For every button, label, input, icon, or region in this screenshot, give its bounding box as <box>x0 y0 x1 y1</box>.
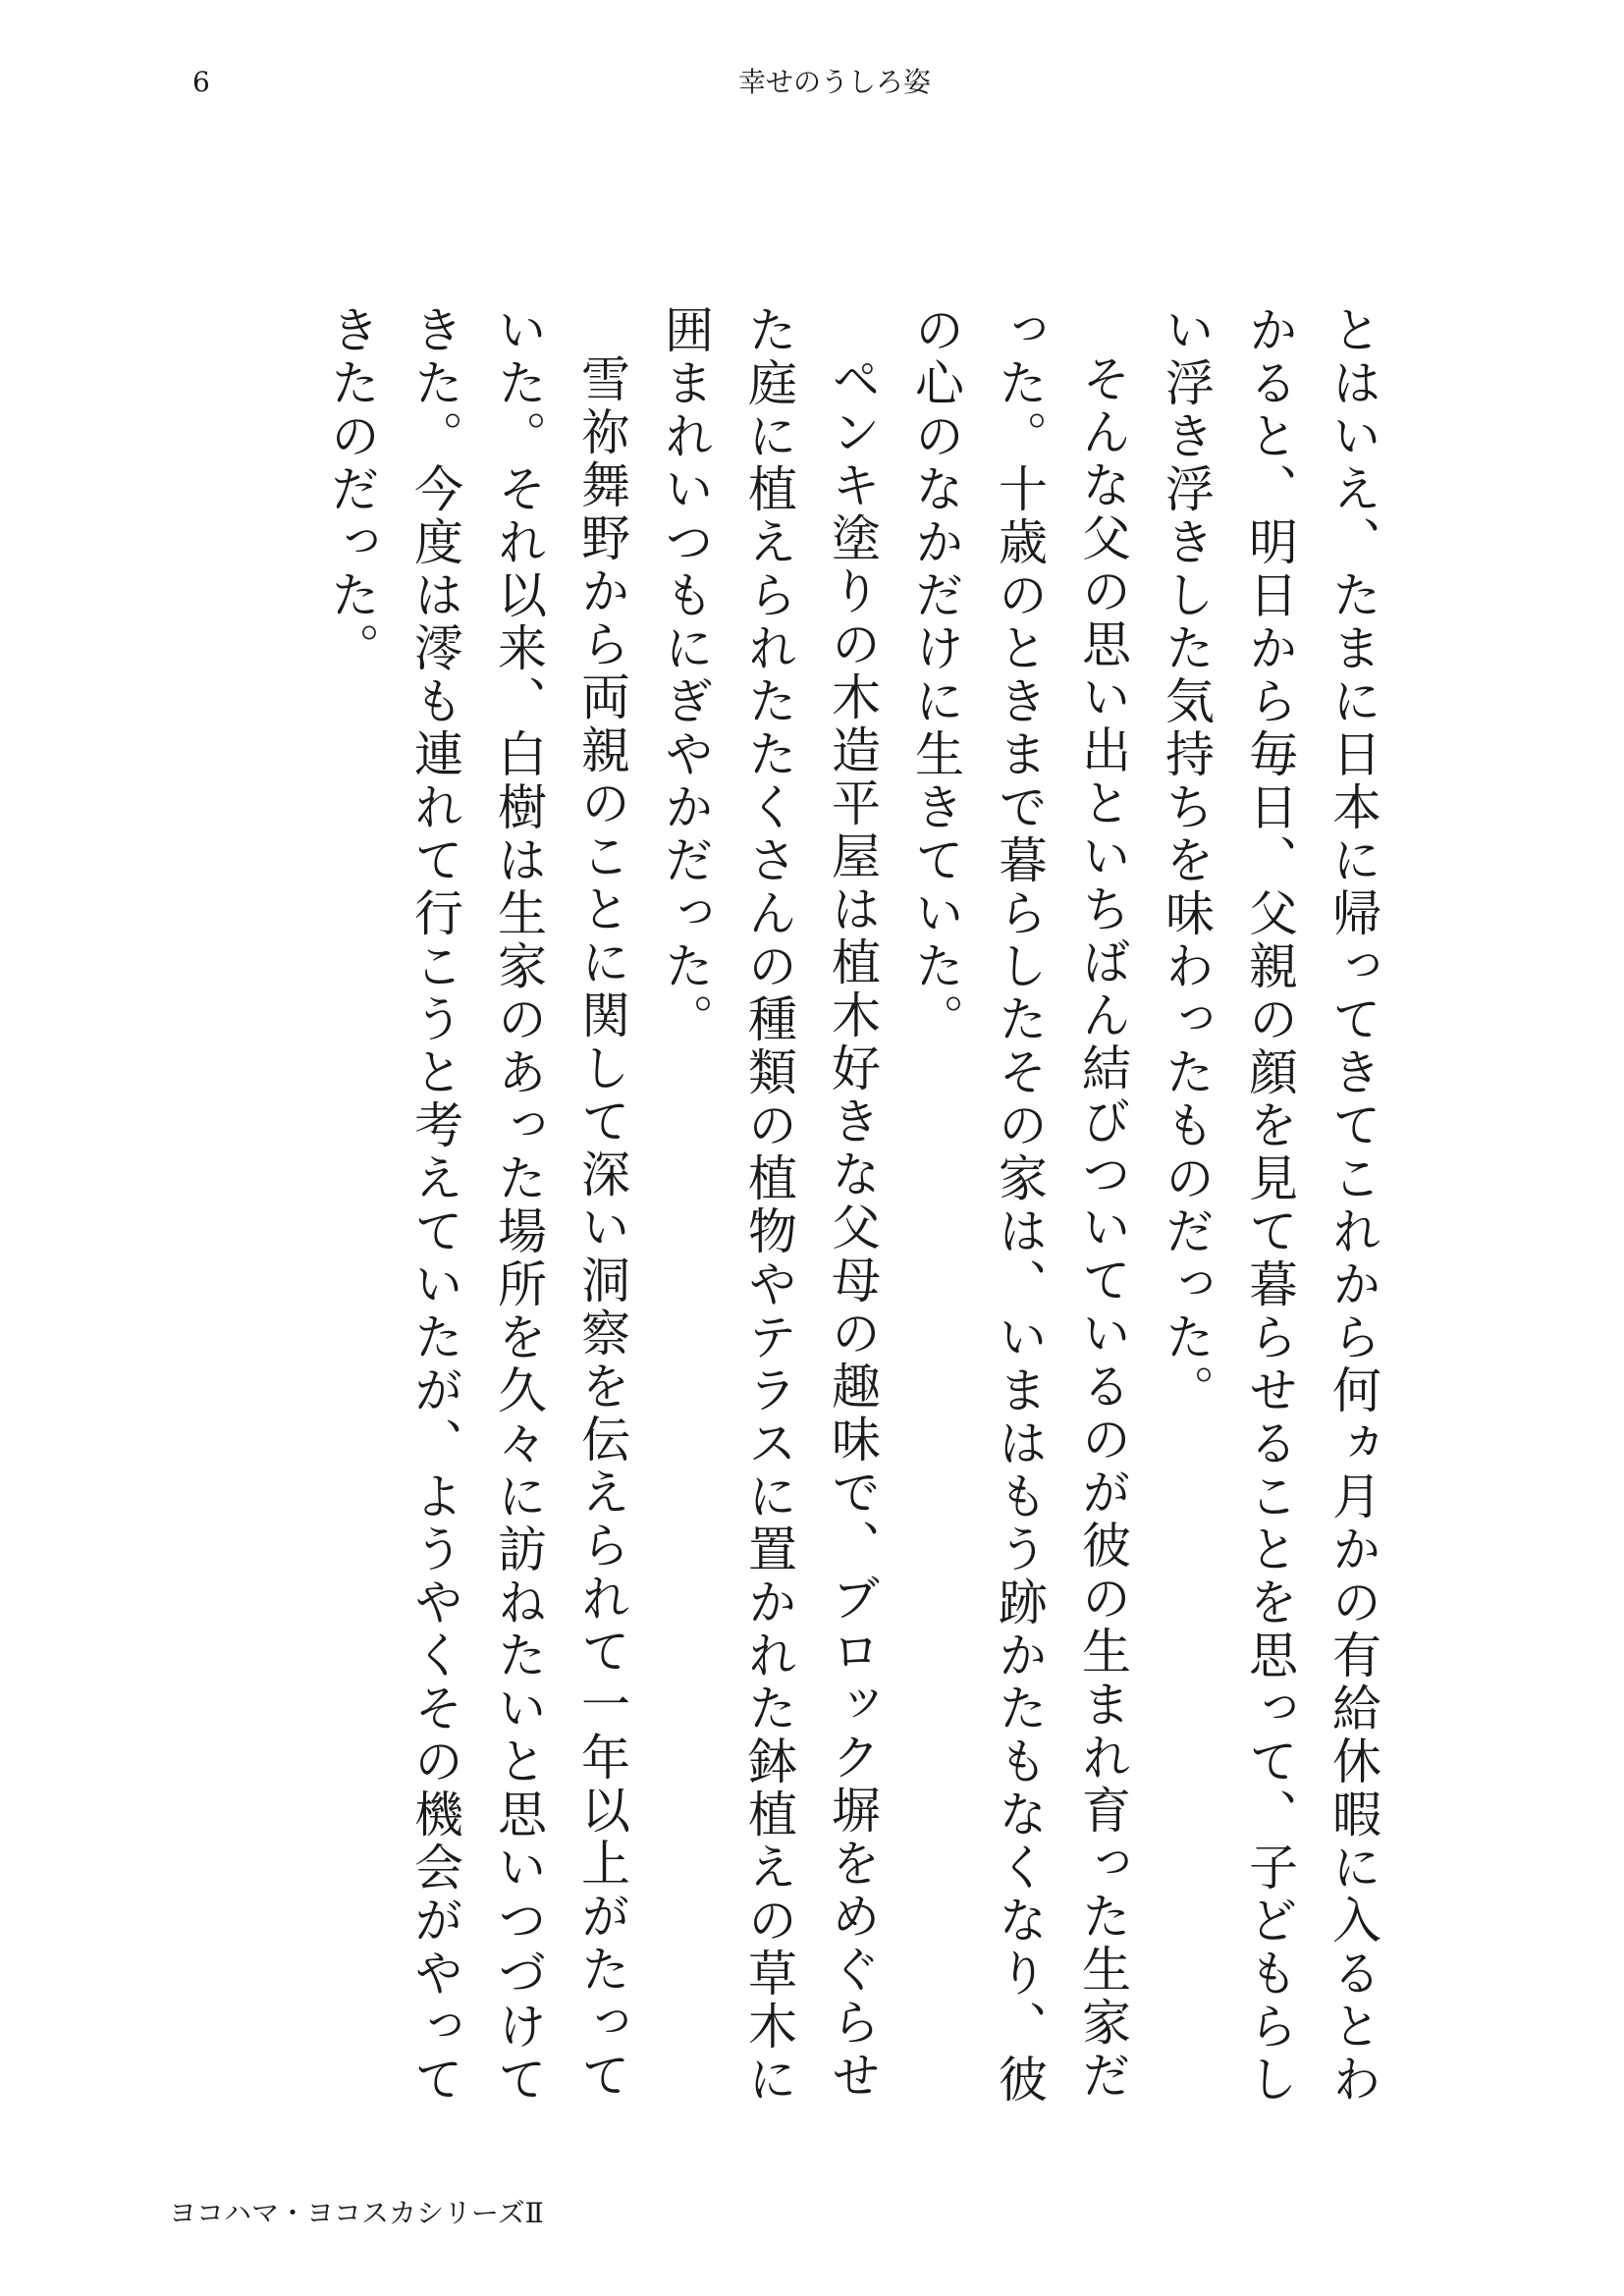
paragraph-1: とはいえ、たまに日本に帰ってきてこれから何ヵ月かの有給休暇に入るとわかると、明日から毎日、父親の顔を見て暮らせることを思って、子どもらしい浮き浮きした気持ちを味わったものだった。 <box>1158 304 1381 2107</box>
running-title: 幸せのうしろ姿 <box>737 66 931 98</box>
paragraph-2: そんな父の思い出といちばん結びついているのが彼の生まれ育った生家だった。十歳のときまで暮らしたその家は、いまはもう跡かたもなくなり、彼の心のなかだけに生きていた。 <box>907 304 1131 2107</box>
paragraph-4: 雪祢舞野から両親のことに関して深い洞察を伝えられて一年以上がたっていた。それ以来、白樹は生家のあった場所を久々に訪ねたいと思いつづけてきた。今度は澪も連れて行こうと考えていたが、ようやくその機会がやってきたのだった。 <box>323 304 630 2107</box>
page-number: 6 <box>192 66 210 98</box>
body-text <box>323 304 1394 2140</box>
paragraph-3: ペンキ塗りの木造平屋は植木好きな父母の趣味で、ブロック塀をめぐらせた庭に植えられたたくさんの種類の植物やテラスに置かれた鉢植えの草木に囲まれいつもにぎやかだった。 <box>657 304 881 2107</box>
series-title: ヨコハマ・ヨコスカシリーズⅡ <box>169 2197 544 2229</box>
